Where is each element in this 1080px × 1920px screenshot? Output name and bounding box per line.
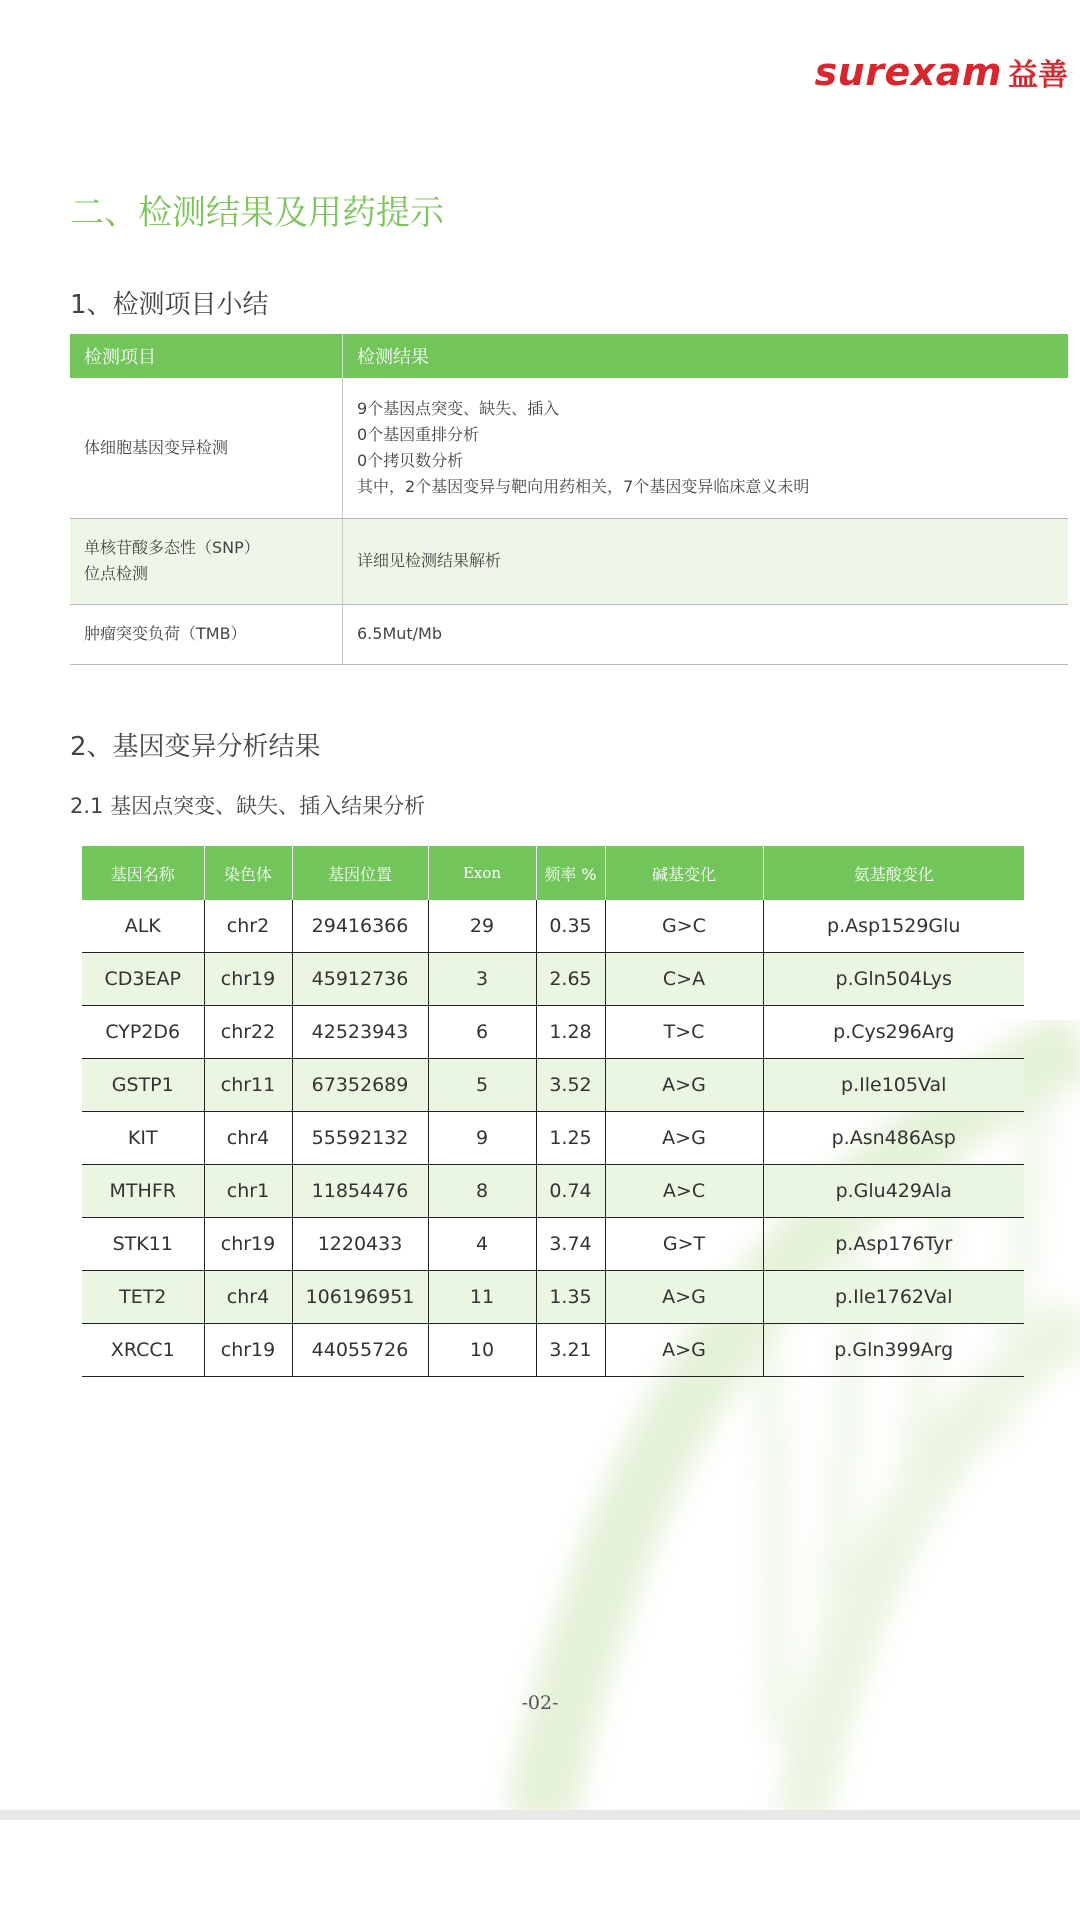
gene-header-base-change: 碱基变化 bbox=[605, 846, 763, 900]
summary-result: 6.5Mut/Mb bbox=[343, 604, 1069, 664]
exon-cell: 29 bbox=[428, 900, 536, 953]
frequency-cell: 0.35 bbox=[536, 900, 605, 953]
table-row bbox=[82, 1059, 1024, 1112]
base-change-cell: A>G bbox=[605, 1271, 763, 1324]
amino-change-cell: p.Gln504Lys bbox=[763, 953, 1024, 1006]
page-title: 二、检测结果及用药提示 bbox=[70, 193, 444, 233]
frequency-cell: 3.21 bbox=[536, 1324, 605, 1377]
summary-header-result: 检测结果 bbox=[343, 334, 1069, 378]
position-cell: 106196951 bbox=[292, 1271, 428, 1324]
base-change-cell: G>C bbox=[605, 900, 763, 953]
section2-subtitle: 2.1 基因点突变、缺失、插入结果分析 bbox=[70, 794, 426, 818]
summary-item bbox=[70, 518, 343, 604]
summary-result: 详细见检测结果解析 bbox=[343, 518, 1069, 604]
table-row bbox=[82, 1324, 1024, 1377]
gene-name-cell: ALK bbox=[82, 900, 204, 953]
position-cell: 45912736 bbox=[292, 953, 428, 1006]
exon-cell: 11 bbox=[428, 1271, 536, 1324]
amino-change-cell: p.Cys296Arg bbox=[763, 1006, 1024, 1059]
frequency-cell: 1.35 bbox=[536, 1271, 605, 1324]
gene-header-amino-change: 氨基酸变化 bbox=[763, 846, 1024, 900]
position-cell: 29416366 bbox=[292, 900, 428, 953]
logo-text-cn: 益善 bbox=[1008, 58, 1068, 93]
position-cell: 42523943 bbox=[292, 1006, 428, 1059]
exon-cell: 10 bbox=[428, 1324, 536, 1377]
summary-item: 肿瘤突变负荷（TMB） bbox=[70, 604, 343, 664]
gene-table-body bbox=[82, 900, 1024, 1377]
amino-change-cell: p.Ile105Val bbox=[763, 1059, 1024, 1112]
summary-item-line: 位点检测 bbox=[84, 564, 149, 583]
chromosome-cell: chr1 bbox=[204, 1165, 292, 1218]
summary-row bbox=[70, 518, 1068, 604]
base-change-cell: A>G bbox=[605, 1112, 763, 1165]
chromosome-cell: chr4 bbox=[204, 1271, 292, 1324]
amino-change-cell: p.Asp1529Glu bbox=[763, 900, 1024, 953]
frequency-cell: 3.52 bbox=[536, 1059, 605, 1112]
chromosome-cell: chr4 bbox=[204, 1112, 292, 1165]
exon-cell: 8 bbox=[428, 1165, 536, 1218]
summary-result bbox=[343, 378, 1069, 518]
footer-bar bbox=[0, 1810, 1080, 1820]
gene-name-cell: TET2 bbox=[82, 1271, 204, 1324]
gene-header-exon: Exon bbox=[428, 846, 536, 900]
gene-name-cell: STK11 bbox=[82, 1218, 204, 1271]
gene-header-position: 基因位置 bbox=[292, 846, 428, 900]
chromosome-cell: chr19 bbox=[204, 1324, 292, 1377]
amino-change-cell: p.Asn486Asp bbox=[763, 1112, 1024, 1165]
gene-name-cell: KIT bbox=[82, 1112, 204, 1165]
gene-name-cell: CYP2D6 bbox=[82, 1006, 204, 1059]
page-number: -02- bbox=[521, 1692, 559, 1714]
base-change-cell: A>C bbox=[605, 1165, 763, 1218]
table-row bbox=[82, 900, 1024, 953]
exon-cell: 6 bbox=[428, 1006, 536, 1059]
summary-result-line: 0个基因重排分析 bbox=[357, 424, 480, 444]
exon-cell: 5 bbox=[428, 1059, 536, 1112]
gene-header-chromosome: 染色体 bbox=[204, 846, 292, 900]
exon-cell: 9 bbox=[428, 1112, 536, 1165]
brand-logo bbox=[815, 50, 1068, 100]
position-cell: 55592132 bbox=[292, 1112, 428, 1165]
summary-header-item: 检测项目 bbox=[70, 334, 343, 378]
summary-result-line: 0个拷贝数分析 bbox=[357, 450, 464, 470]
chromosome-cell: chr11 bbox=[204, 1059, 292, 1112]
gene-name-cell: MTHFR bbox=[82, 1165, 204, 1218]
summary-row bbox=[70, 378, 1068, 518]
table-row bbox=[82, 1271, 1024, 1324]
table-row bbox=[82, 1112, 1024, 1165]
chromosome-cell: chr19 bbox=[204, 953, 292, 1006]
position-cell: 67352689 bbox=[292, 1059, 428, 1112]
base-change-cell: T>C bbox=[605, 1006, 763, 1059]
chromosome-cell: chr2 bbox=[204, 900, 292, 953]
gene-header-name: 基因名称 bbox=[82, 846, 204, 900]
chromosome-cell: chr22 bbox=[204, 1006, 292, 1059]
table-row bbox=[82, 1165, 1024, 1218]
exon-cell: 3 bbox=[428, 953, 536, 1006]
exon-cell: 4 bbox=[428, 1218, 536, 1271]
gene-name-cell: GSTP1 bbox=[82, 1059, 204, 1112]
chromosome-cell: chr19 bbox=[204, 1218, 292, 1271]
amino-change-cell: p.Glu429Ala bbox=[763, 1165, 1024, 1218]
table-row bbox=[82, 953, 1024, 1006]
frequency-cell: 1.28 bbox=[536, 1006, 605, 1059]
base-change-cell: A>G bbox=[605, 1059, 763, 1112]
summary-item-line: 单核苷酸多态性（SNP） bbox=[84, 538, 260, 557]
summary-table bbox=[70, 334, 1068, 665]
frequency-cell: 3.74 bbox=[536, 1218, 605, 1271]
gene-header-frequency: 频率 % bbox=[536, 846, 605, 900]
gene-variant-table bbox=[82, 846, 1024, 1377]
position-cell: 11854476 bbox=[292, 1165, 428, 1218]
position-cell: 44055726 bbox=[292, 1324, 428, 1377]
frequency-cell: 0.74 bbox=[536, 1165, 605, 1218]
position-cell: 1220433 bbox=[292, 1218, 428, 1271]
amino-change-cell: p.Ile1762Val bbox=[763, 1271, 1024, 1324]
base-change-cell: G>T bbox=[605, 1218, 763, 1271]
frequency-cell: 1.25 bbox=[536, 1112, 605, 1165]
summary-row bbox=[70, 604, 1068, 664]
summary-result-line: 其中，2个基因变异与靶向用药相关，7个基因变异临床意义未明 bbox=[357, 476, 810, 496]
table-row bbox=[82, 1218, 1024, 1271]
amino-change-cell: p.Asp176Tyr bbox=[763, 1218, 1024, 1271]
summary-result-line: 9个基因点突变、缺失、插入 bbox=[357, 398, 560, 418]
base-change-cell: C>A bbox=[605, 953, 763, 1006]
table-row bbox=[82, 1006, 1024, 1059]
frequency-cell: 2.65 bbox=[536, 953, 605, 1006]
summary-header-row bbox=[70, 334, 1068, 378]
summary-item: 体细胞基因变异检测 bbox=[70, 378, 343, 518]
logo-text-en: surexam bbox=[814, 50, 1002, 94]
gene-table-header-row bbox=[82, 846, 1024, 900]
base-change-cell: A>G bbox=[605, 1324, 763, 1377]
section2-title: 2、基因变异分析结果 bbox=[70, 732, 321, 762]
amino-change-cell: p.Gln399Arg bbox=[763, 1324, 1024, 1377]
gene-name-cell: CD3EAP bbox=[82, 953, 204, 1006]
gene-name-cell: XRCC1 bbox=[82, 1324, 204, 1377]
section1-title: 1、检测项目小结 bbox=[70, 290, 269, 320]
